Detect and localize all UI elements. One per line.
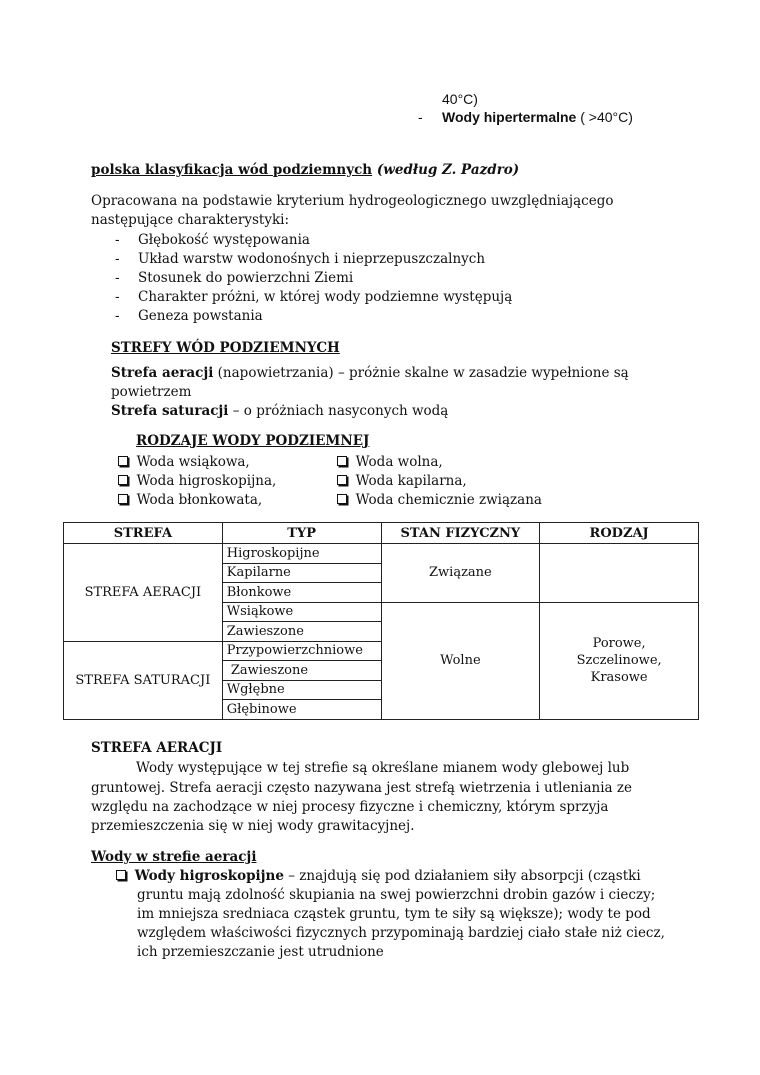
item-label: Woda chemicznie związana	[355, 492, 542, 508]
zone-definition-aeracji	[111, 364, 629, 383]
checkbox-icon	[118, 456, 128, 466]
zone-definition-saturacji	[111, 402, 448, 421]
rodzaj-item: Krasowe	[590, 670, 648, 685]
rodzaj-item: Szczelinowe,	[576, 653, 662, 668]
checklist-item	[337, 453, 443, 472]
header-typ: TYP	[222, 523, 381, 544]
item-label: Woda wolna,	[355, 454, 443, 470]
paragraph-line: gruntu mają zdolność skupiania na swej powierzchni drobin gazów i cieczy;	[137, 887, 656, 903]
paragraph-line: gruntowej. Strefa aeracji często nazywana jest strefą wietrzenia i utleniania ze	[91, 780, 632, 796]
paragraph-line: względu na zachodzące w niej procesy fizyczne i chemiczny, którym sprzyja	[91, 799, 609, 815]
stan-cell: Związane	[381, 544, 540, 603]
paragraph-line: Wody występujące w tej strefie są określane mianem wody glebowej lub	[136, 760, 630, 776]
checkbox-icon	[116, 870, 126, 880]
zone-cell: STREFA AERACJI	[64, 544, 223, 642]
list-dash: -	[115, 251, 120, 267]
heading-author: (według Z. Pazdro)	[376, 162, 520, 178]
checklist-item	[116, 867, 641, 886]
header-stan: STAN FIZYCZNY	[381, 523, 540, 544]
list-item: Układ warstw wodonośnych i nieprzepuszczalnych	[138, 251, 486, 267]
checkbox-icon	[337, 475, 347, 485]
paragraph-line: przemieszczenia się w niej wody grawitacyjnej.	[91, 818, 415, 834]
zone-cell: STREFA SATURACJI	[64, 641, 223, 719]
typ-cell: Kapilarne	[222, 563, 381, 583]
term: Wody higroskopijne	[134, 868, 284, 884]
rodzaj-cell	[540, 602, 699, 719]
list-dash: -	[115, 232, 120, 248]
typ-cell: Zawieszone	[222, 661, 381, 681]
list-dash: -	[418, 109, 423, 125]
term: Strefa saturacji	[111, 403, 229, 419]
table-row	[64, 544, 699, 564]
list-dash: -	[115, 308, 120, 324]
definition: – znajdują się pod działaniem siły absorpcji (cząstki	[283, 868, 641, 884]
paragraph-line: następujące charakterystyki:	[91, 212, 290, 228]
paragraph-line: Opracowana na podstawie kryterium hydrogeologicznego uwzględniającego	[91, 193, 614, 209]
item-label: Woda błonkowata,	[136, 492, 263, 508]
temperature-continuation: 40°C)	[442, 91, 478, 107]
paragraph-line: im mniejsza sredniaca cząstek gruntu, tym te siły są większe); wody te pod	[137, 906, 651, 922]
heading-text: polska klasyfikacja wód podziemnych	[91, 162, 373, 178]
table-header-row	[64, 523, 699, 544]
section-heading	[91, 161, 519, 180]
typ-cell: Głębinowe	[222, 700, 381, 720]
list-item: Charakter próżni, w której wody podziemne występują	[138, 289, 513, 305]
groundwater-zones-table	[63, 522, 699, 720]
definition: (napowietrzania) – próżnie skalne w zasadzie wypełnione są	[213, 365, 629, 381]
checkbox-icon	[118, 494, 128, 504]
term: Wody hipertermalne	[442, 109, 577, 125]
zones-heading: STREFY WÓD PODZIEMNYCH	[111, 340, 340, 356]
stan-cell: Wolne	[381, 602, 540, 719]
checkbox-icon	[337, 494, 347, 504]
rodzaj-cell-empty	[540, 544, 699, 603]
rodzaj-item: Porowe,	[592, 636, 646, 651]
list-item: Głębokość występowania	[138, 232, 310, 248]
checklist-item	[118, 491, 262, 510]
typ-cell: Zawieszone	[222, 622, 381, 642]
list-item: Geneza powstania	[138, 308, 263, 324]
paragraph-line: względem właściwości fizycznych przypominają bardziej ciało stałe niż ciecz,	[137, 925, 665, 941]
item-label: Woda kapilarna,	[355, 473, 467, 489]
typ-cell: Higroskopijne	[222, 544, 381, 564]
term: Strefa aeracji	[111, 365, 214, 381]
definition: – o próżniach nasyconych wodą	[228, 403, 449, 419]
typ-cell: Błonkowe	[222, 583, 381, 603]
checklist-item	[118, 453, 250, 472]
header-rodzaj: RODZAJ	[540, 523, 699, 544]
list-dash: -	[115, 289, 120, 305]
list-item-hipertermalne	[442, 108, 633, 127]
types-heading: RODZAJE WODY PODZIEMNEJ	[136, 433, 370, 449]
typ-cell: Wgłębne	[222, 680, 381, 700]
typ-cell: Wsiąkowe	[222, 602, 381, 622]
checkbox-icon	[337, 456, 347, 466]
checklist-item	[118, 472, 276, 491]
checkbox-icon	[118, 475, 128, 485]
checklist-item	[337, 472, 467, 491]
item-label: Woda higroskopijna,	[136, 473, 277, 489]
list-dash: -	[115, 270, 120, 286]
paragraph-line: powietrzem	[111, 384, 192, 400]
checklist-item	[337, 491, 542, 510]
header-strefa: STREFA	[64, 523, 223, 544]
aeracji-heading: STREFA AERACJI	[91, 740, 223, 756]
waters-heading: Wody w strefie aeracji	[91, 849, 257, 865]
list-item: Stosunek do powierzchni Ziemi	[138, 270, 354, 286]
term-range: ( >40°C)	[576, 109, 633, 125]
typ-cell: Przypowierzchniowe	[222, 641, 381, 661]
item-label: Woda wsiąkowa,	[136, 454, 250, 470]
paragraph-line: ich przemieszczanie jest utrudnione	[137, 944, 384, 960]
